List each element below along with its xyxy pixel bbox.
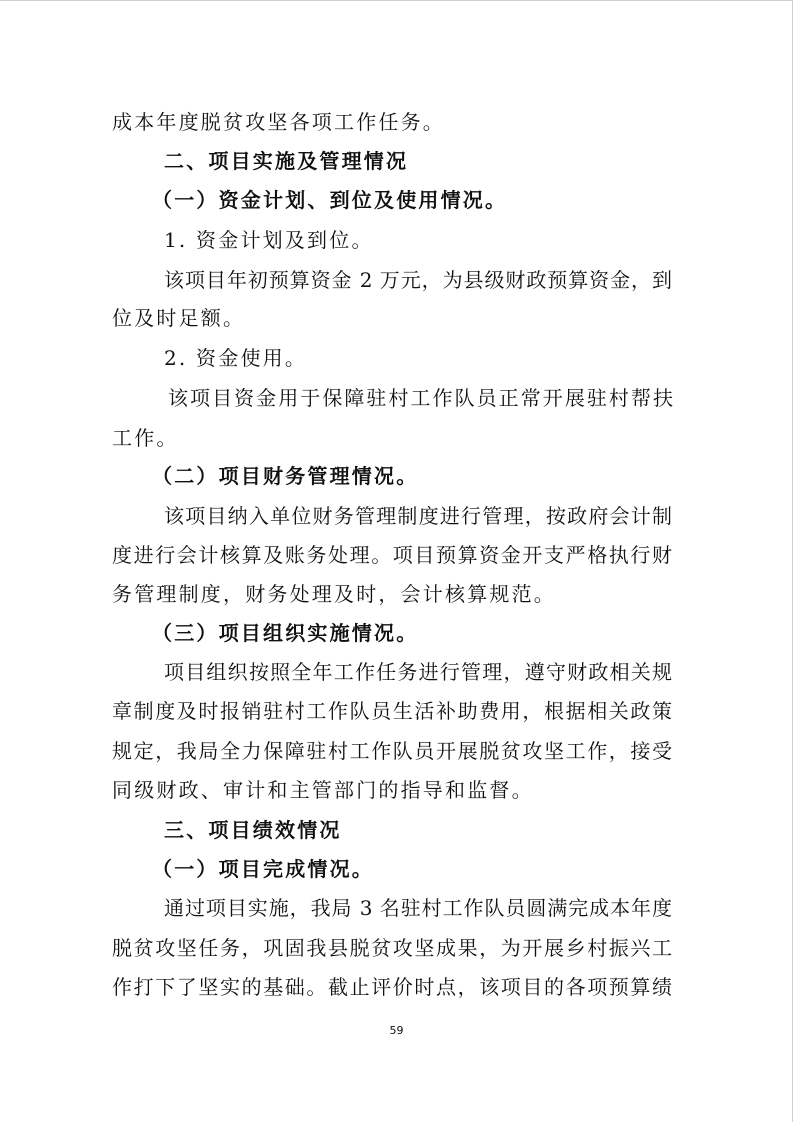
text-line-15: 项目组织按照全年工作任务进行管理，遵守财政相关规 <box>164 660 672 684</box>
text-line-11: 该项目纳入单位财务管理制度进行管理，按政府会计制 <box>164 504 672 528</box>
page-border-top <box>0 0 793 1</box>
text-line-13: 务管理制度，财务处理及时，会计核算规范。 <box>112 582 556 606</box>
subsection-heading-2-1: （一）资金计划、到位及使用情况。 <box>152 188 508 212</box>
text-line-16: 章制度及时报销驻村工作队员生活补助费用，根据相关政策 <box>112 699 672 723</box>
text-line-6: 位及时足额。 <box>112 306 246 330</box>
text-line-18: 同级财政、审计和主管部门的指导和监督。 <box>112 778 534 802</box>
text-line-23: 作打下了坚实的基础。截止评价时点，该项目的各项预算绩 <box>112 975 672 999</box>
section-heading-2: 二、项目实施及管理情况 <box>164 149 409 173</box>
text-line-17: 规定，我局全力保障驻村工作队员开展脱贫攻坚工作，接受 <box>112 739 672 763</box>
section-heading-3: 三、项目绩效情况 <box>164 818 342 842</box>
page-number: 59 <box>389 1024 404 1037</box>
item-heading-2: 2. 资金使用。 <box>164 346 308 370</box>
text-line-22: 脱贫攻坚任务，巩固我县脱贫攻坚成果，为开展乡村振兴工 <box>112 936 672 960</box>
subsection-heading-2-2: （二）项目财务管理情况。 <box>152 464 419 488</box>
subsection-heading-3-1: （一）项目完成情况。 <box>152 857 374 881</box>
text-line-1: 成本年度脱贫攻坚各项工作任务。 <box>112 110 445 134</box>
subsection-heading-2-3: （三）项目组织实施情况。 <box>152 621 419 645</box>
text-line-12: 度进行会计核算及账务处理。项目预算资金开支严格执行财 <box>112 543 672 567</box>
text-line-5: 该项目年初预算资金 2 万元，为县级财政预算资金，到 <box>164 268 672 292</box>
text-line-9: 工作。 <box>112 426 179 450</box>
item-heading-1: 1. 资金计划及到位。 <box>164 228 374 252</box>
text-line-21: 通过项目实施，我局 3 名驻村工作队员圆满完成本年度 <box>164 896 672 920</box>
text-line-8: 该项目资金用于保障驻村工作队员正常开展驻村帮扶 <box>168 386 673 410</box>
